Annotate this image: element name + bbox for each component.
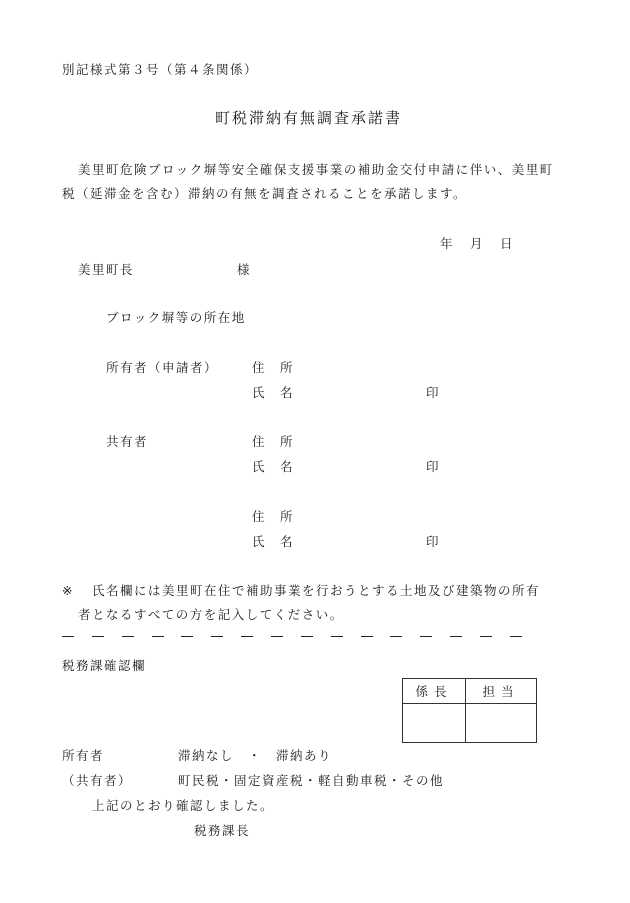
cut-line-dash [181, 636, 193, 637]
confirm-section-label: 税務課確認欄 [62, 658, 147, 673]
co-owner-seal: 印 [426, 459, 441, 474]
section-chief: 税務課長 [194, 823, 251, 838]
owner-label: 所有者（申請者） [106, 360, 219, 375]
owner-seal: 印 [426, 385, 441, 400]
cut-line-dash [92, 636, 104, 637]
co-owner-2-seal: 印 [426, 534, 441, 549]
cut-line-dash [480, 636, 492, 637]
cut-line-dash [450, 636, 462, 637]
cut-line-dash [390, 636, 402, 637]
cut-line-dash [331, 636, 343, 637]
honorific: 様 [237, 262, 252, 277]
result-co-owner-label: （共有者） [62, 773, 133, 788]
cut-line [62, 636, 522, 637]
note-mark: ※ [62, 583, 74, 598]
owner-address-label: 住 所 [252, 360, 295, 375]
date-month-label: 月 [470, 236, 485, 251]
addressee: 美里町長 [78, 262, 135, 277]
form-label: 別記様式第３号（第４条関係） [62, 62, 259, 77]
cut-line-dash [271, 636, 283, 637]
co-owner-2-name-label: 氏 名 [252, 534, 295, 549]
date-year-label: 年 [440, 236, 455, 251]
result-owner-label: 所有者 [62, 748, 105, 763]
approval-col-chief: 係長 [403, 679, 466, 704]
co-owner-label: 共有者 [106, 434, 149, 449]
cut-line-dash [510, 636, 522, 637]
co-owner-2-address-label: 住 所 [252, 509, 295, 524]
approval-stamp-staff [466, 704, 537, 743]
location-label: ブロック塀等の所在地 [106, 310, 246, 325]
intro-line-2: 税（延滞金を含む）滞納の有無を調査されることを承諾します。 [62, 186, 468, 201]
tax-types: 町民税・固定資産税・軽自動車税・その他 [178, 773, 445, 788]
co-owner-address-label: 住 所 [252, 434, 295, 449]
cut-line-dash [420, 636, 432, 637]
cut-line-dash [361, 636, 373, 637]
owner-name-label: 氏 名 [252, 385, 295, 400]
approval-stamp-chief [403, 704, 466, 743]
confirmed-text: 上記のとおり確認しました。 [92, 798, 275, 813]
approval-stamp-table [402, 678, 537, 743]
cut-line-dash [241, 636, 253, 637]
co-owner-name-label: 氏 名 [252, 459, 295, 474]
date-day-label: 日 [500, 236, 515, 251]
approval-col-staff: 担当 [466, 679, 537, 704]
status-options: 滞納なし ・ 滞納あり [178, 748, 333, 763]
note-line-2: 者となるすべての方を記入してください。 [78, 607, 344, 622]
page-title: 町税滞納有無調査承諾書 [215, 109, 403, 127]
cut-line-dash [301, 636, 313, 637]
cut-line-dash [152, 636, 164, 637]
note-line-1: 氏名欄には美里町在住で補助事業を行おうとする土地及び建築物の所有 [92, 583, 541, 598]
intro-line-1: 美里町危険ブロック塀等安全確保支援事業の補助金交付申請に伴い、美里町 [78, 162, 554, 177]
cut-line-dash [211, 636, 223, 637]
cut-line-dash [62, 636, 74, 637]
cut-line-dash [122, 636, 134, 637]
